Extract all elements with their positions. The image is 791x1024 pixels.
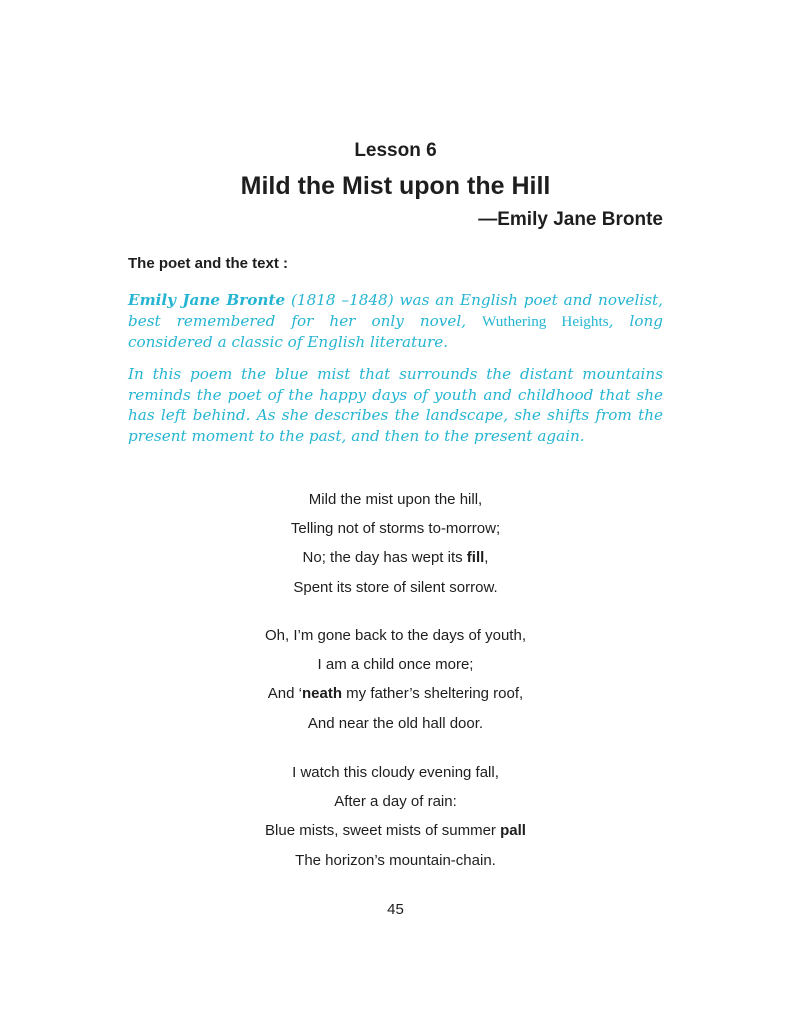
section-heading: The poet and the text :: [128, 255, 289, 272]
poem-line: Mild the mist upon the hill,: [308, 491, 483, 508]
poem-line: [0, 543, 791, 572]
poem-line: Oh, I’m gone back to the days of youth,: [265, 627, 526, 644]
page-number: 45: [387, 901, 404, 918]
author-credit: —Emily Jane Bronte: [478, 209, 663, 230]
glossary-word: fill: [466, 549, 485, 567]
poet-name: Emily Jane Bronte: [128, 291, 286, 309]
intro-paragraph-2: In this poem the blue mist that surrounds the distant mountains reminds the poet of the happy days of youth and childhood that she has left behind. As she describes the landscape, she shifts from the present moment to the past, and then to the present again.: [128, 365, 663, 445]
novel-title: Wuthering Heights: [482, 312, 609, 330]
poem-line: And near the old hall door.: [307, 714, 484, 732]
poem-text: my father’s sheltering roof,: [342, 685, 524, 703]
poem-stanza-1: [0, 485, 791, 602]
poem-text: Blue mists, sweet mists of summer: [265, 822, 501, 840]
glossary-word: neath: [301, 685, 342, 703]
poem-text: And ‘: [267, 685, 302, 703]
glossary-word: pall: [500, 822, 526, 840]
poem-line: The horizon’s mountain-chain.: [295, 851, 496, 869]
poem-line: I watch this cloudy evening fall,: [292, 764, 499, 781]
lesson-label: Lesson 6: [354, 140, 437, 161]
poem-line: I am a child once more;: [317, 656, 474, 674]
poem-line: After a day of rain:: [334, 793, 457, 811]
poem-line: Telling not of storms to-morrow;: [290, 520, 501, 538]
intro-paragraph-1: [128, 290, 663, 353]
page-title: Mild the Mist upon the Hill: [240, 172, 551, 200]
poem-stanza-2: [0, 621, 791, 738]
intro-text: , long considered a classic of English literature.: [128, 311, 663, 351]
poem-line: Spent its store of silent sorrow.: [293, 578, 498, 596]
poem-text: ,: [484, 549, 489, 567]
intro-text: (1818 –1848) was an English poet and novelist, best remembered for her only novel,: [128, 291, 663, 330]
poem-stanza-3: [0, 758, 791, 875]
poem-text: No; the day has wept its: [302, 549, 467, 567]
poem-line: [0, 816, 791, 845]
poem-line: [0, 679, 791, 708]
